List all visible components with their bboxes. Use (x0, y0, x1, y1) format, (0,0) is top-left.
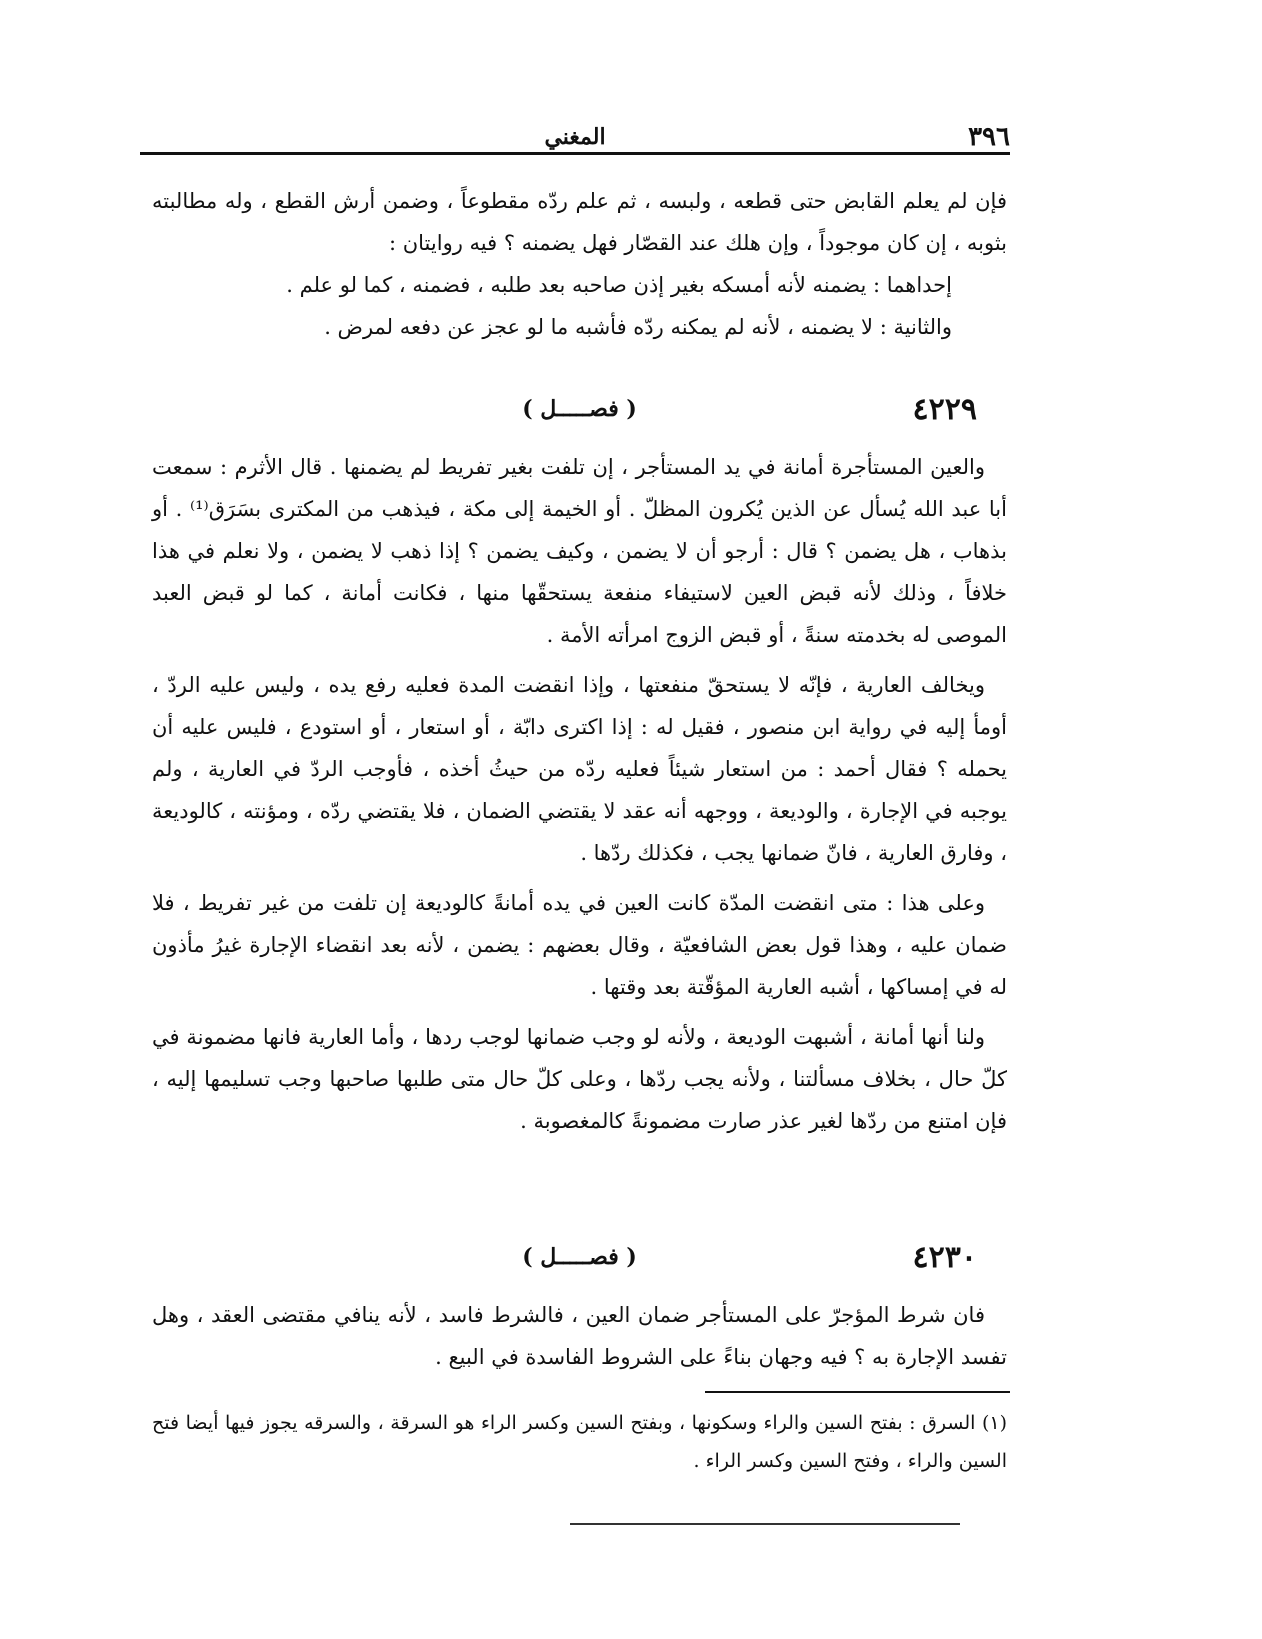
paragraph: ولنا أنها أمانة ، أشبهت الوديعة ، ولأنه لو وجب ضمانها لوجب ردها ، وأما العارية فانها مضمونة في كلّ حال ، بخلاف مسألتنا ، ولأنه يجب ردّها ، وعلى كلّ حال متى طلبها صاحبها وجب تسليمها إليه ، فإن امتنع من ردّها لغير عذر صارت مضمونةً كالمغصوبة . (152, 1025, 1007, 1133)
section-number: ٤٢٣٠ (912, 1240, 977, 1275)
footnote-rule (705, 1391, 1010, 1393)
text-block-2 (152, 446, 1007, 1142)
paragraph: فإن لم يعلم القابض حتى قطعه ، ولبسه ، ثم علم ردّه مقطوعاً ، وضمن أرش القطع ، وله مطالبته بثوبه ، إن كان موجوداً ، وإن هلك عند القصّار فهل يضمنه ؟ فيه روايتان : (152, 189, 1007, 255)
section-number: ٤٢٢٩ (912, 392, 977, 427)
header-rule (140, 152, 1010, 155)
paragraph: إحداهما : يضمنه لأنه أمسكه بغير إذن صاحبه بعد طلبه ، فضمنه ، كما لو علم . (286, 273, 952, 297)
paragraph: والثانية : لا يضمنه ، لأنه لم يمكنه ردّه فأشبه ما لو عجز عن دفعه لمرض . (324, 315, 952, 339)
page-number: ٣٩٦ (968, 122, 1010, 152)
paragraph: ويخالف العارية ، فإنّه لا يستحقّ منفعتها ، وإذا انقضت المدة فعليه رفع يده ، وليس عليه الردّ ، أومأ إليه في رواية ابن منصور ، فقيل له : إذا اكترى دابّة ، أو استعار ، أو استودع ، فليس عليه أن يحمله ؟ فقال أحمد : من استعار شيئاً فعليه ردّه من حيثُ أخذه ، فأوجب الردّ في العارية ، ولم يوجبه في الإجارة ، والوديعة ، ووجهه أنه عقد لا يقتضي الضمان ، فلا يقتضي ردّه ، ومؤنته ، كالوديعة ، وفارق العارية ، فانّ ضمانها يجب ، فكذلك ردّها . (152, 673, 1007, 865)
paragraph: والعين المستأجرة أمانة في يد المستأجر ، إن تلفت بغير تفريط لم يضمنها . قال الأثرم : سمعت أبا عبد الله يُسأل عن الذين يُكرون المظلّ . أو الخيمة إلى مكة ، فيذهب من المكترى بسَرَق⁽¹⁾ . أو بذهاب ، هل يضمن ؟ قال : أرجو أن لا يضمن ، وكيف يضمن ؟ إذا ذهب لا يضمن ، ولا نعلم في هذا خلافاً ، وذلك لأنه قبض العين لاستيفاء منفعة يستحقّها منها ، فكانت أمانة ، كما لو قبض العبد الموصى له بخدمته سنةً ، أو قبض الزوج امرأته الأمة . (152, 455, 1007, 647)
paragraph: فان شرط المؤجرّ على المستأجر ضمان العين ، فالشرط فاسد ، لأنه ينافي مقتضى العقد ، وهل تفسد الإجارة به ؟ فيه وجهان بناءً على الشروط الفاسدة في البيع . (152, 1303, 1007, 1369)
section-heading-4230 (152, 1240, 1007, 1280)
bottom-rule (570, 1523, 960, 1525)
section-title: ( فصـــــل ) (522, 396, 637, 422)
section-heading-4229 (152, 392, 1007, 432)
running-title: المغني (544, 124, 606, 150)
paragraph: وعلى هذا : متى انقضت المدّة كانت العين في يده أمانةً كالوديعة إن تلفت من غير تفريط ، فلا ضمان عليه ، وهذا قول بعض الشافعيّة ، وقال بعضهم : يضمن ، لأنه بعد انقضاء الإجارة غيرُ مأذون له في إمساكها ، أشبه العارية المؤقّتة بعد وقتها . (152, 891, 1007, 999)
text-block-3 (152, 1294, 1007, 1378)
footnote (152, 1404, 1007, 1480)
footnote-text: (١) السرق : بفتح السين والراء وسكونها ، وبفتح السين وكسر الراء هو السرقة ، والسرقه يجوز فيها أيضا فتح السين والراء ، وفتح السين وكسر الراء . (152, 1412, 1007, 1472)
section-title: ( فصـــــل ) (522, 1244, 637, 1270)
text-block-1 (152, 180, 1007, 348)
